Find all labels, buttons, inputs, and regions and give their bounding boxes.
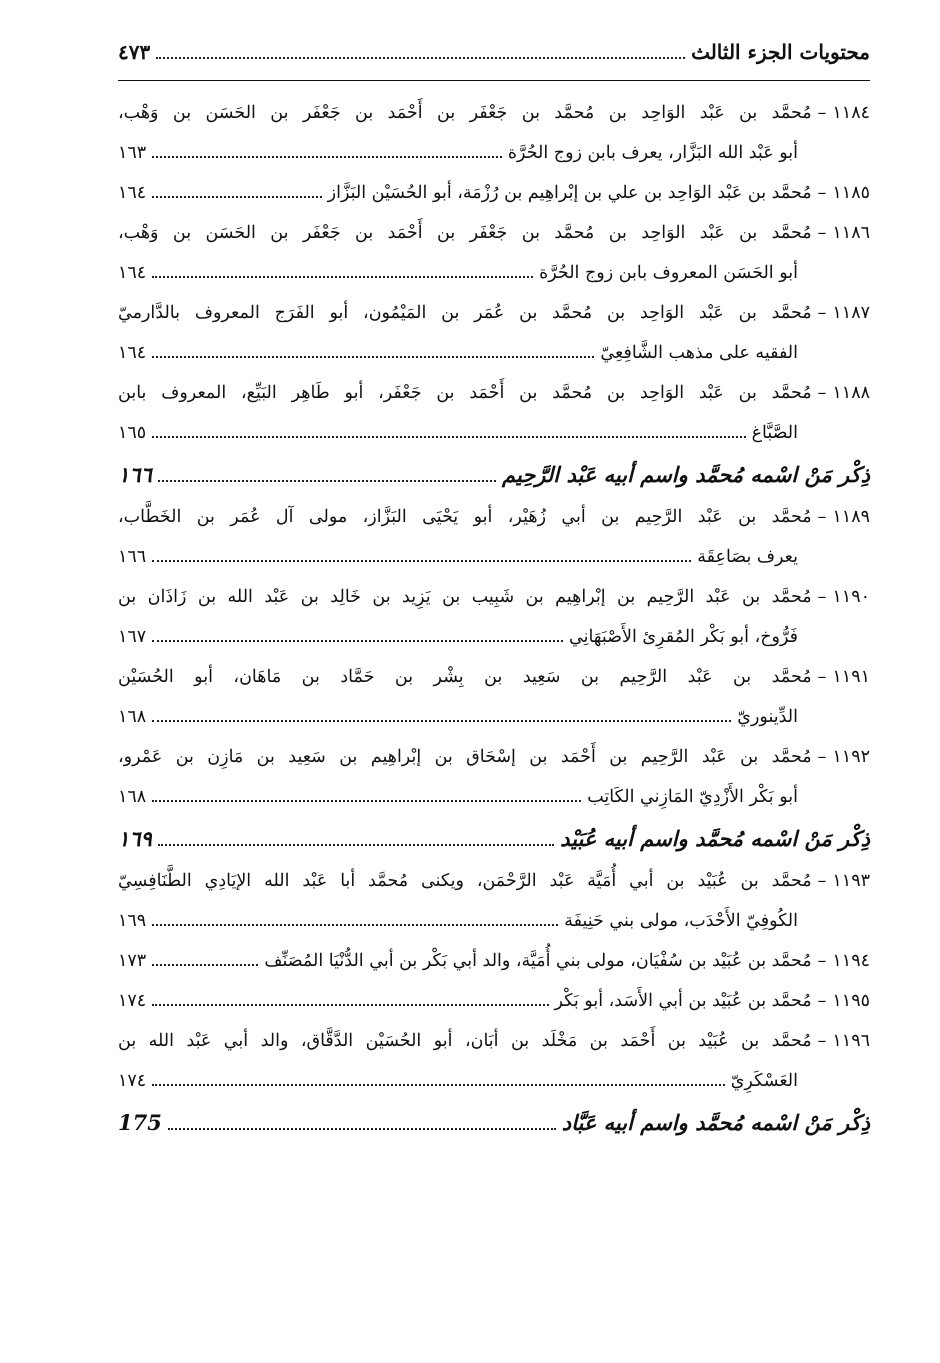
entry-dash: – xyxy=(817,747,827,767)
entry-number: ١١٩٤ xyxy=(832,951,870,971)
leader-dots xyxy=(152,156,502,158)
entry-page: ١٦٧ xyxy=(118,627,147,647)
leader-dots xyxy=(158,480,496,482)
leader-dots xyxy=(152,964,258,966)
toc-entry-line xyxy=(118,293,870,333)
entry-number: ١١٨٥ xyxy=(832,183,870,203)
toc-entry-line xyxy=(118,617,870,657)
entry-number: ١١٨٩ xyxy=(832,507,870,527)
entry-dash: – xyxy=(817,1031,827,1051)
running-header xyxy=(118,40,870,81)
entry-text: مُحمَّد بن عُبَيْد بن أبي الأَسَد، أبو بَكْر xyxy=(554,991,812,1011)
entry-number: ١١٩٥ xyxy=(832,991,870,1011)
toc-entry-line xyxy=(118,253,870,293)
toc-entry-line xyxy=(118,941,870,981)
toc-list xyxy=(118,93,870,1145)
toc-entry-line xyxy=(118,373,870,413)
toc-entry-line xyxy=(118,133,870,173)
entry-page: ١٧٤ xyxy=(118,1071,147,1091)
entry-dash: – xyxy=(817,383,827,403)
entry-page: ١٦٤ xyxy=(118,183,147,203)
entry-text: مُحمَّد بن عُبَيْد بن أَحْمَد بن مَخْلَد بن أبَان، أبو الحُسَيْن الدَّقَّاق، والد أبي عَبْد الله بن xyxy=(118,1031,812,1051)
entry-number: ١١٨٧ xyxy=(832,303,870,323)
toc-entry-line xyxy=(118,901,870,941)
entry-text: الفقيه على مذهب الشَّافِعِيّ xyxy=(600,343,798,363)
entry-dash: – xyxy=(817,667,827,687)
leader-dots xyxy=(152,1084,725,1086)
toc-entry-line xyxy=(118,413,870,453)
toc-entry-line xyxy=(118,657,870,697)
leader-dots xyxy=(152,276,533,278)
entry-number: ١١٩٢ xyxy=(832,747,870,767)
entry-text: أبو بَكْر الأَزْدِيّ المَازِني الكَاتِب xyxy=(587,787,798,807)
entry-page: ١٦٤ xyxy=(118,343,147,363)
toc-entry-line xyxy=(118,737,870,777)
entry-dash: – xyxy=(817,991,827,1011)
entry-number: ١١٩١ xyxy=(832,667,870,687)
header-leader-dots xyxy=(156,57,685,59)
entry-dash: – xyxy=(817,507,827,527)
leader-dots xyxy=(152,1004,548,1006)
entry-page: ١٦٥ xyxy=(118,423,147,443)
entry-text: مُحمَّد بن عَبْد الوَاحِد بن مُحمَّد بن جَعْفَر بن أَحْمَد بن جَعْفَر بن الحَسَن بن وَهْب، xyxy=(118,223,812,243)
section-title: ذِكْر مَنْ اسْمه مُحمَّد واسم أبيه عَبَّاد xyxy=(561,1110,870,1135)
section-heading xyxy=(118,817,870,861)
leader-dots xyxy=(152,196,321,198)
section-title: ذِكْر مَنْ اسْمه مُحمَّد واسم أبيه عَبْد الرَّحِيم xyxy=(502,462,870,487)
entry-text: العَسْكَرِيّ xyxy=(730,1071,798,1091)
section-title: ذِكْر مَنْ اسْمه مُحمَّد واسم أبيه عُبَيْد xyxy=(560,826,870,851)
section-page: ١٦٦ xyxy=(118,462,152,487)
entry-page: ١٦٨ xyxy=(118,707,147,727)
toc-entry-line xyxy=(118,1061,870,1101)
leader-dots xyxy=(152,640,563,642)
leader-dots xyxy=(152,436,745,438)
entry-text: مُحمَّد بن عَبْد الرَّحِيم بن أبي زُهَيْر، أبو يَحْيَى البَزَّاز، مولى آل عُمَر بن الخَطَّاب، xyxy=(118,507,812,527)
toc-entry-line xyxy=(118,213,870,253)
entry-text: الدِّينوريّ xyxy=(737,707,798,727)
toc-entry-line xyxy=(118,333,870,373)
entry-text: مُحمَّد بن عَبْد الرَّحِيم بن أَحْمَد بن إسْحَاق بن إبْراهِيم بن سَعِيد بن مَازِن بن عَمْرو، xyxy=(118,747,812,767)
entry-dash: – xyxy=(817,587,827,607)
entry-page: ١٦٨ xyxy=(118,787,147,807)
leader-dots xyxy=(168,1128,556,1130)
entry-text: الصَّبَّاغ xyxy=(751,423,798,443)
toc-entry-line xyxy=(118,861,870,901)
entry-text: مُحمَّد بن عَبْد الرَّحِيم بن سَعِيد بن بِشْر بن حَمَّاد بن مَاهَان، أبو الحُسَيْن xyxy=(118,667,812,687)
entry-dash: – xyxy=(817,951,827,971)
entry-page: ١٧٤ xyxy=(118,991,147,1011)
entry-dash: – xyxy=(817,223,827,243)
section-heading xyxy=(118,1101,870,1145)
section-heading xyxy=(118,453,870,497)
entry-text: يعرف بصَاعِقَة xyxy=(697,547,798,567)
leader-dots xyxy=(152,800,581,802)
toc-entry-line xyxy=(118,577,870,617)
entry-text: مُحمَّد بن عُبَيْد بن سُفْيَان، مولى بني أُمَيَّة، والد أبي بَكْر بن أبي الدُّنْيَا المُصَنِّف xyxy=(264,951,812,971)
section-page: ١٦٩ xyxy=(118,826,152,851)
entry-page: ١٧٣ xyxy=(118,951,147,971)
toc-entry-line xyxy=(118,697,870,737)
entry-text: مُحمَّد بن عَبْد الرَّحِيم بن إبْراهِيم بن شَبِيب بن يَزِيد بن خَالِد بن عَبْد الله بن زَاذَان بن xyxy=(118,587,812,607)
entry-dash: – xyxy=(817,103,827,123)
leader-dots xyxy=(152,356,594,358)
entry-text: الكُوفِيّ الأَحْدَب، مولى بني حَنِيفَة xyxy=(564,911,798,931)
entry-page: ١٦٤ xyxy=(118,263,147,283)
entry-dash: – xyxy=(817,183,827,203)
entry-number: ١١٩٣ xyxy=(832,871,870,891)
leader-dots xyxy=(152,560,691,562)
entry-text: أبو عَبْد الله البَزَّار، يعرف بابن زوج الحُرَّة xyxy=(507,143,798,163)
entry-dash: – xyxy=(817,871,827,891)
entry-number: ١١٨٦ xyxy=(832,223,870,243)
entry-number: ١١٩٦ xyxy=(832,1031,870,1051)
toc-entry-line xyxy=(118,777,870,817)
entry-number: ١١٨٨ xyxy=(832,383,870,403)
header-title: محتويات الجزء الثالث xyxy=(691,40,870,64)
entry-dash: – xyxy=(817,303,827,323)
leader-dots xyxy=(152,720,731,722)
entry-number: ١١٨٤ xyxy=(832,103,870,123)
entry-text: مُحمَّد بن عَبْد الوَاحِد بن مُحمَّد بن أَحْمَد بن جَعْفَر، أبو طَاهِر البَيِّع، المعروف بابن xyxy=(118,383,812,403)
section-page: 175 xyxy=(118,1110,162,1135)
entry-text: مُحمَّد بن عَبْد الوَاحِد بن علي بن إبْراهِيم بن رُزْمَة، أبو الحُسَيْن البَزَّاز xyxy=(327,183,812,203)
entry-text: مُحمَّد بن عَبْد الوَاحِد بن مُحمَّد بن جَعْفَر بن أَحْمَد بن جَعْفَر بن الحَسَن بن وَهْب، xyxy=(118,103,812,123)
toc-entry-line xyxy=(118,497,870,537)
toc-page xyxy=(118,40,870,1145)
entry-number: ١١٩٠ xyxy=(832,587,870,607)
entry-page: ١٦٩ xyxy=(118,911,147,931)
leader-dots xyxy=(152,924,558,926)
toc-entry-line xyxy=(118,981,870,1021)
entry-text: مُحمَّد بن عَبْد الوَاحِد بن مُحمَّد بن عُمَر بن المَيْمُون، أبو الفَرَج المعروف بالدَّارميّ xyxy=(118,303,812,323)
toc-entry-line xyxy=(118,1021,870,1061)
entry-text: فَرُّوخ، أبو بَكْر المُقرِئ الأَصْبَهَانِي xyxy=(569,627,798,647)
entry-page: ١٦٦ xyxy=(118,547,147,567)
leader-dots xyxy=(158,844,554,846)
toc-entry-line xyxy=(118,173,870,213)
entry-text: أبو الحَسَن المعروف بابن زوج الحُرَّة xyxy=(539,263,798,283)
header-page-number: ٤٧٣ xyxy=(118,40,151,64)
entry-text: مُحمَّد بن عُبَيْد بن أبي أُمَيَّة عَبْد الرَّحْمَن، ويكنى مُحمَّد أبا عَبْد الله الإيَادِي الطَّنَافِسِيّ xyxy=(118,871,812,891)
entry-page: ١٦٣ xyxy=(118,143,147,163)
toc-entry-line xyxy=(118,93,870,133)
toc-entry-line xyxy=(118,537,870,577)
